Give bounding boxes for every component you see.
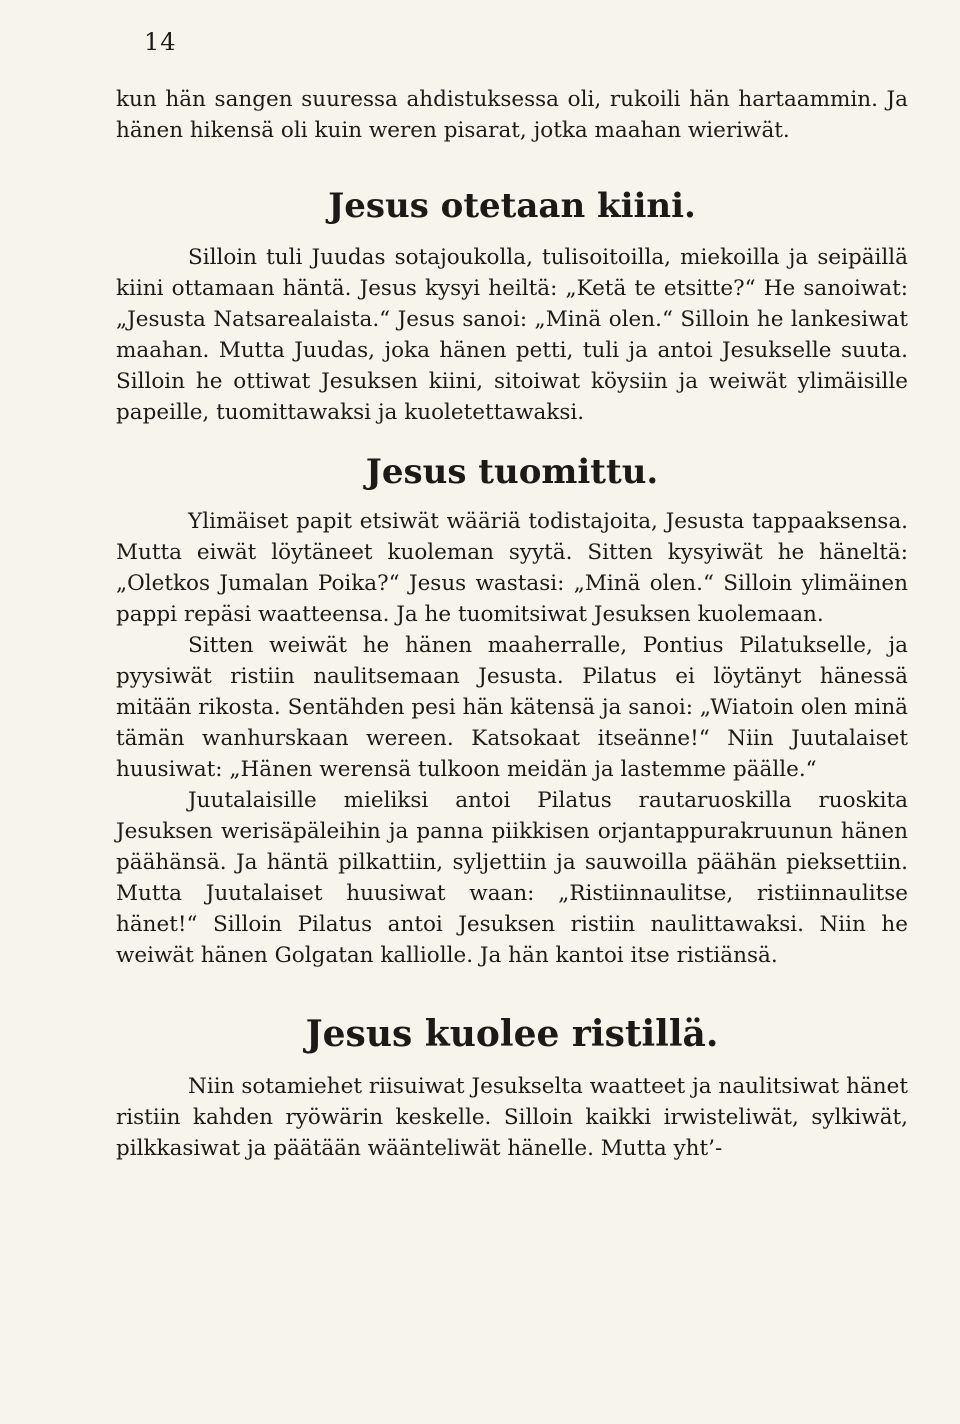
section-heading-judged: Jesus tuomittu. — [365, 452, 659, 492]
paragraph-pilate: Sitten weiwät he hänen maaherralle, Pontius Pilatukselle, ja pyysiwät ristiin naulitsemaan Jesusta. Pilatus ei löytänyt hänessä mitään rikosta. Sentähden pesi hän kätensä ja sanoi: „Wiatoin olen minä tämän wanhurskaan wereen. Katsokaat itseänne!“ Niin Juutalaiset huusiwat: „Hänen werensä tulkoon meidän ja lastemme päälle.“ — [116, 633, 908, 782]
section-heading-arrest: Jesus otetaan kiini. — [328, 186, 696, 226]
paragraph-high-priests: Ylimäiset papit etsiwät wääriä todistajoita, Jesusta tappaaksensa. Mutta eiwät löytäneet kuoleman syytä. Sitten kysyiwät he häneltä: „Oletkos Jumalan Poika?“ Jesus wastasi: „Minä olen.“ Silloin ylimäinen pappi repäsi waatteensa. Ja he tuomitsiwat Jesuksen kuolemaan. — [116, 509, 908, 627]
section-heading-crucifixion: Jesus kuolee ristillä. — [305, 1013, 719, 1055]
paragraph-arrest: Silloin tuli Juudas sotajoukolla, tulisoitoilla, miekoilla ja seipäillä kiini ottamaan häntä. Jesus kysyi heiltä: „Ketä te etsitte?“ He sanoiwat: „Jesusta Natsarealaista.“ Jesus sanoi: „Minä olen.“ Silloin he lankesiwat maahan. Mutta Juudas, joka hänen petti, tuli ja antoi Jesukselle suuta. Silloin he ottiwat Jesuksen kiini, sitoiwat köysiin ja weiwät ylimäisille papeille, tuomittawaksi ja kuoletettawaksi. — [116, 245, 908, 425]
page-number: 14 — [144, 28, 177, 56]
paragraph-scourging: Juutalaisille mieliksi antoi Pilatus rautaruoskilla ruoskita Jesuksen werisäpäleihin ja panna piikkisen orjantappurakruunun hänen päähänsä. Ja häntä pilkattiin, syljettiin ja sauwoilla päähän pieksettiin. Mutta Juutalaiset huusiwat waan: „Ristiinnaulitse, ristiinnaulitse hänet!“ Silloin Pilatus antoi Jesuksen ristiin naulittawaksi. Niin he weiwät hänen Golgatan kalliolle. Ja hän kantoi itse ristiänsä. — [116, 788, 908, 968]
paragraph-crucifixion: Niin sotamiehet riisuiwat Jesukselta waatteet ja naulitsiwat hänet ristiin kahden ryöwärin keskelle. Silloin kaikki irwisteliwät, sylkiwät, pilkkasiwat ja päätään wäänteliwät hänelle. Mutta yht’- — [116, 1074, 908, 1161]
paragraph-intro: kun hän sangen suuressa ahdistuksessa oli, rukoili hän hartaammin. Ja hänen hikensä oli kuin weren pisarat, jotka maahan wieriwät. — [116, 87, 908, 143]
